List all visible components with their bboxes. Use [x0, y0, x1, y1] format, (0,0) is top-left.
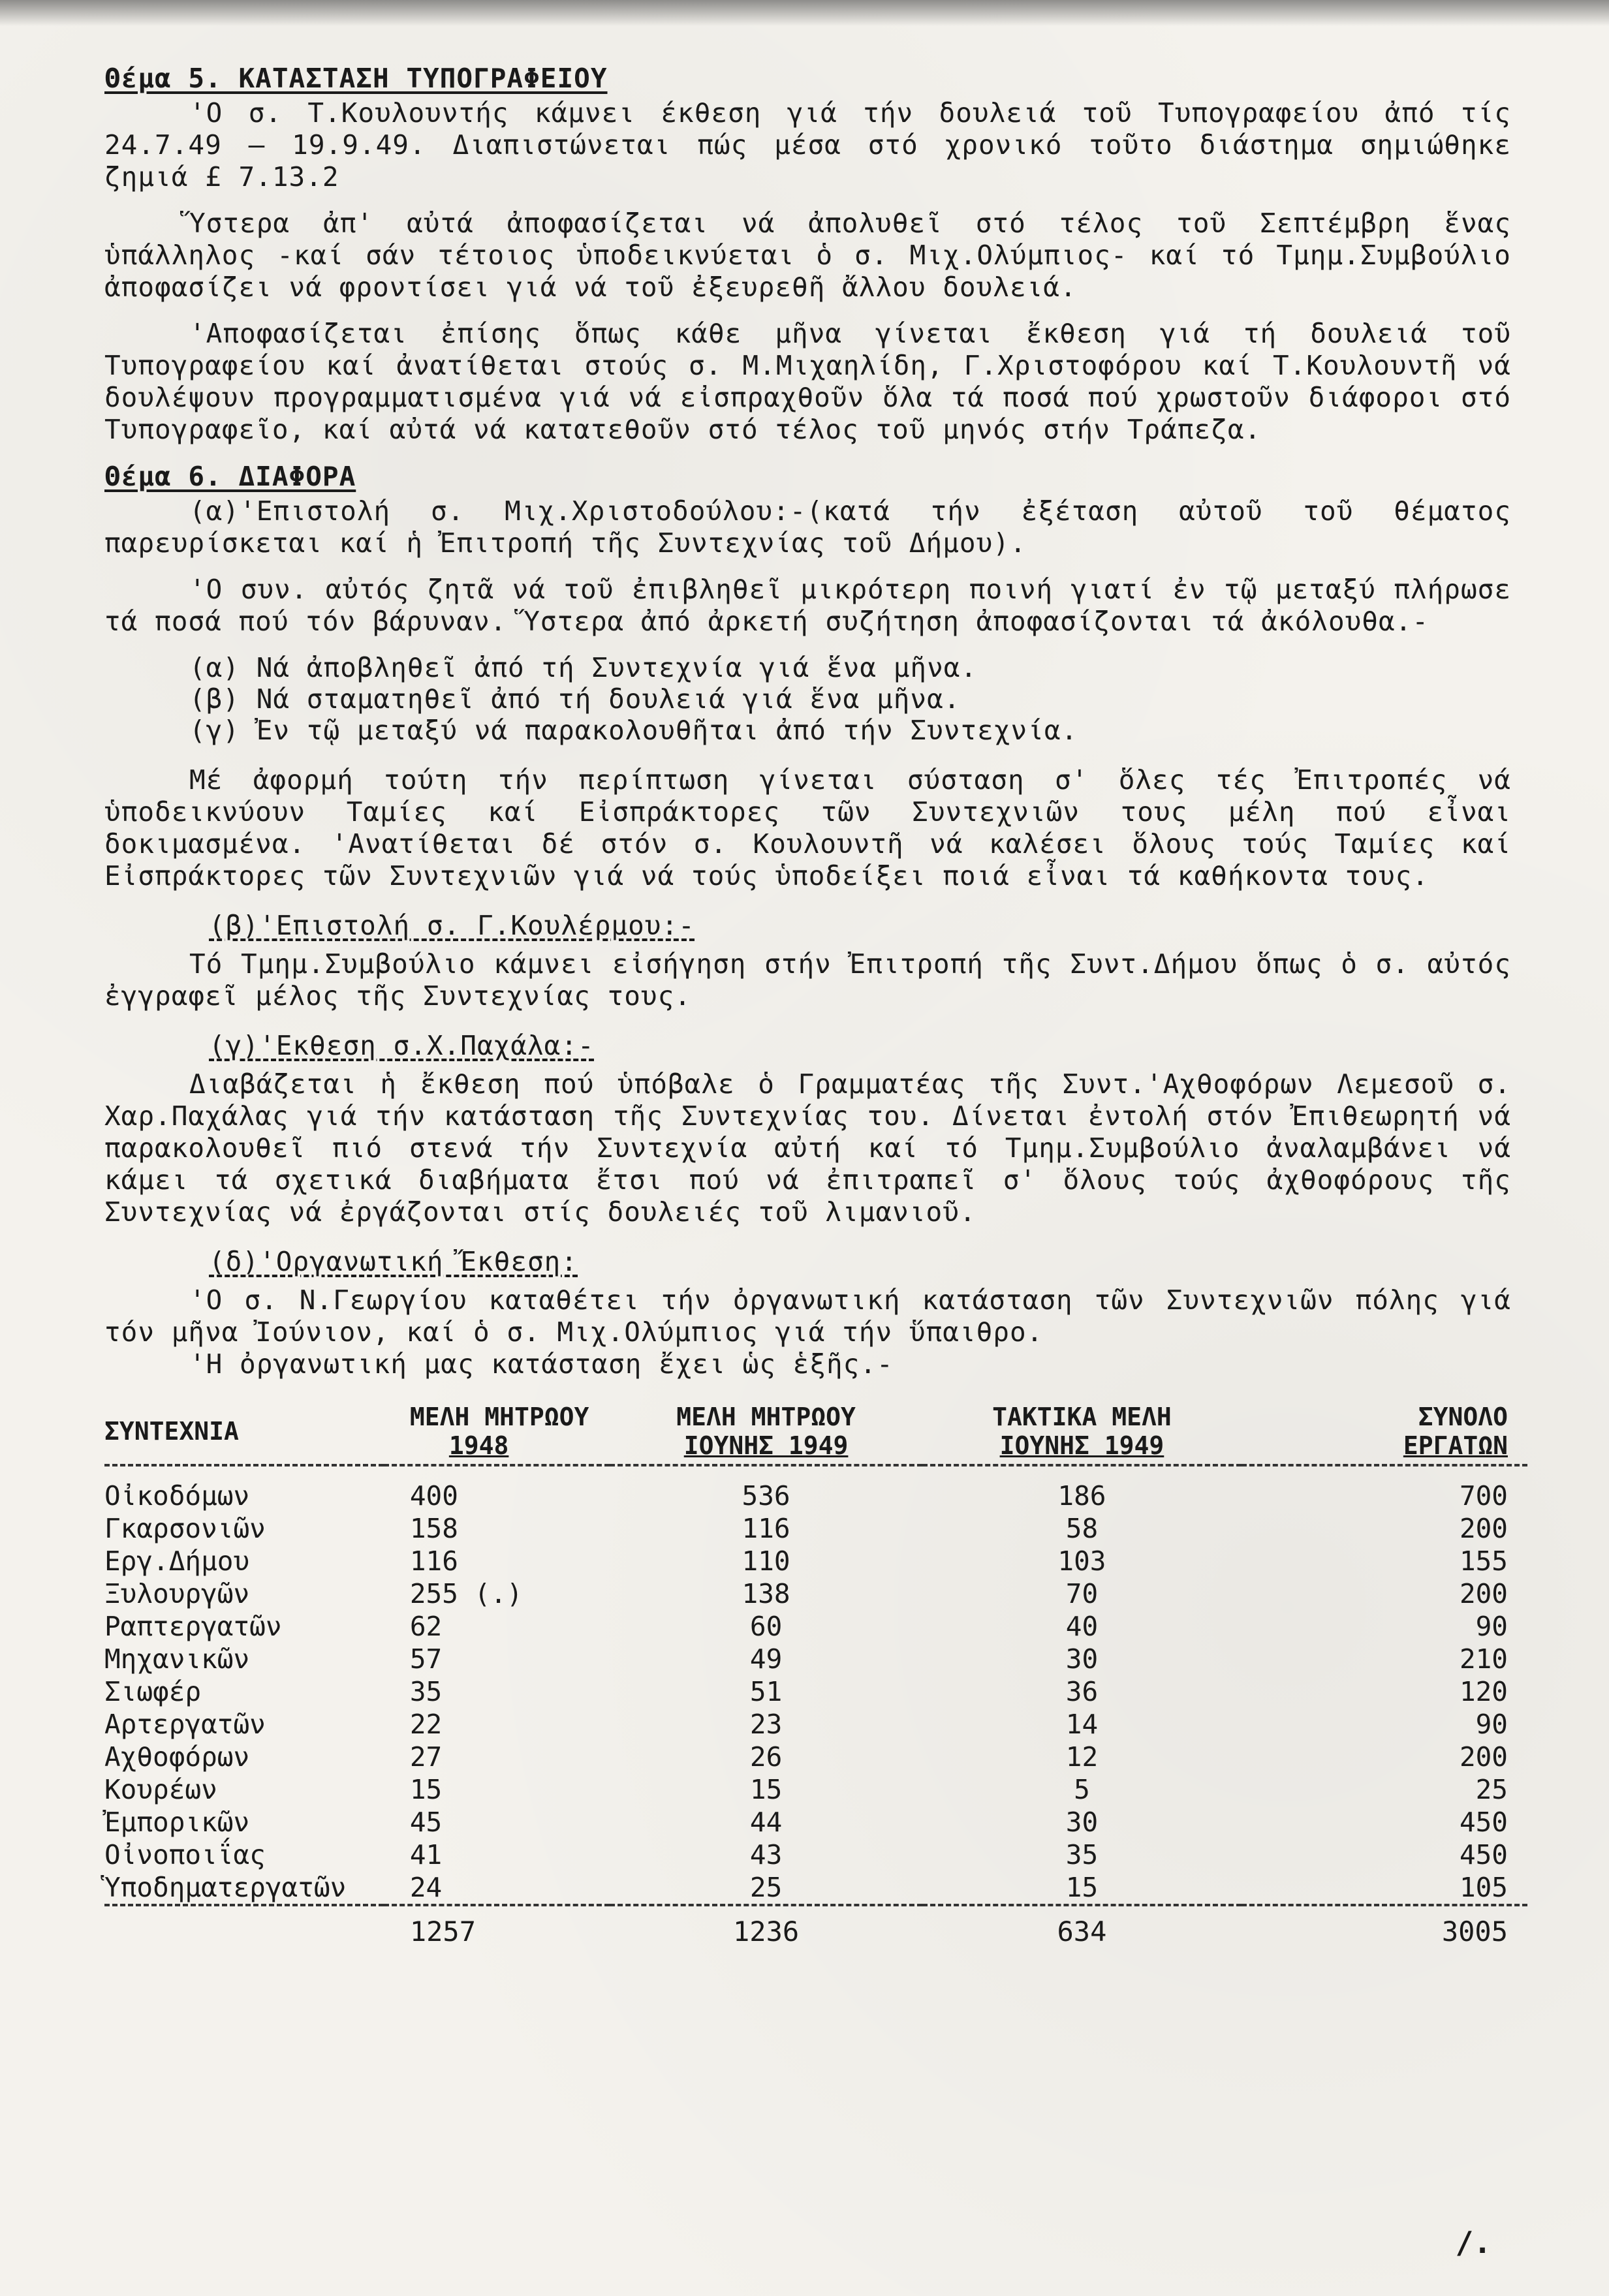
value-cell: 30: [1065, 1807, 1099, 1838]
section-5-paragraph-3: 'Αποφασίζεται ἐπίσης ὅπως κάθε μῆνα γίνεται ἔκθεση γιά τή δουλειά τοῦ Τυπογραφείου καί ἀνατίθεται στούς σ. Μ.Μιχαηλίδη, Γ.Χριστοφόρου καί Τ.Κουλουντῆ νά δουλέψουν προγραμματισμένα γιά νά εἰσπραχθοῦν ὅλα τά ποσά πού χρωστοῦν διάφοροι στό Τυπογραφεῖο, καί αὐτά νά κατατεθοῦν στό τέλος τοῦ μηνός στήν Τράπεζα.: [104, 318, 1511, 445]
item-c-paragraph: Διαβάζεται ἡ ἔκθεση πού ὑπόβαλε ὁ Γραμματέας τῆς Συντ.'Αχθοφόρων Λεμεσοῦ σ. Χαρ.Παχάλας γιά τήν κατάσταση τῆς Συντεχνίας του. Δίνεται ἐντολή στόν Ἐπιθεωρητή νά παρακολουθεῖ πιό στενά τήν Συντεχνία αὐτή καί τό Τμημ.Συμβούλιο ἀναλαμβάνει νά κάμει τά σχετικά διαβήματα ἔτσι πού νά ἐπιτραπεῖ σ' ὅλους τούς ἀχθοφόρους τῆς Συντεχνίας νά ἐργάζονται στίς δουλειές τοῦ λιμανιοῦ.: [104, 1068, 1511, 1228]
table-row: [104, 1806, 1527, 1838]
value-cell: 35: [1065, 1839, 1099, 1870]
table-row: [104, 1643, 1527, 1675]
item-c-title: (γ)'Εκθεση σ.Χ.Παχάλα:-: [209, 1030, 595, 1061]
item-a-paragraph-1: 'Ο συν. αὐτός ζητᾶ νά τοῦ ἐπιβληθεῖ μικρότερη ποινή γιατί ἐν τῷ μεταξύ πλήρωσε τά ποσά πού τόν βάρυναν. Ὕστερα ἀπό ἀρκετή συζήτηση ἀποφασίζονται τά ἀκόλουθα.-: [104, 574, 1511, 637]
value-cell: 27: [409, 1741, 443, 1773]
item-d-title: (δ)'Οργανωτική Ἔκθεση:: [209, 1246, 578, 1277]
value-cell: 51: [749, 1676, 783, 1707]
union-name-cell: Γκαρσονιῶν: [104, 1513, 266, 1544]
value-cell: 200: [1459, 1578, 1508, 1609]
union-name-cell: Μηχανικῶν: [104, 1643, 250, 1675]
value-cell: 30: [1065, 1643, 1099, 1675]
item-d-paragraph-1: 'Ο σ. Ν.Γεωργίου καταθέτει τήν ὀργανωτική κατάσταση τῶν Συντεχνιῶν πόλης γιά τόν μῆνα Ἰούνιον, καί ὁ σ. Μιχ.Ολύμπιος γιά τήν ὕπαιθρο.: [104, 1284, 1511, 1348]
item-a-title: (α)'Επιστολή σ. Μιχ.Χριστοδούλου:-(κατά τήν ἐξέταση αὐτοῦ τοῦ θέματος παρευρίσκεται καί ἡ Ἐπιτροπή τῆς Συντεχνίας τοῦ Δήμου).: [104, 495, 1511, 559]
value-cell: 15: [409, 1774, 443, 1805]
total-cell: 1236: [733, 1916, 800, 1947]
organisation-table: [104, 1403, 1527, 1948]
header-members-1948: ΜΕΛΗ ΜΗΤΡΩΟΥ 1948: [384, 1403, 610, 1465]
value-cell: 49: [749, 1643, 783, 1675]
value-cell: 450: [1459, 1839, 1508, 1870]
value-cell: 155: [1459, 1545, 1508, 1577]
value-cell: 24: [384, 1871, 610, 1905]
value-cell: 22: [409, 1709, 443, 1740]
header-regular-members: ΤΑΚΤΙΚΑ ΜΕΛΗ ΙΟΥΝΗΣ 1949: [922, 1403, 1242, 1465]
total-cell: 1257: [409, 1916, 476, 1947]
value-cell: 116: [409, 1545, 458, 1577]
value-cell: 26: [749, 1741, 783, 1773]
union-name-cell: Ἐμπορικῶν: [104, 1807, 250, 1838]
item-d-paragraph-2: 'Η ὀργανωτική μας κατάσταση ἔχει ὡς ἑξῆς.-: [189, 1348, 894, 1380]
item-a-paragraph-2: Μέ ἀφορμή τούτη τήν περίπτωση γίνεται σύσταση σ' ὅλες τές Ἐπιτροπές νά ὑποδεικνύουν Ταμίες καί Εἰσπράκτορες τῶν Συντεχνιῶν τους μέλη πού εἶναι δοκιμασμένα. 'Ανατίθεται δέ στόν σ. Κουλουντῆ νά καλέσει ὅλους τούς Ταμίες καί Εἰσπράκτορες τῶν Συντεχνιῶν γιά νά τούς ὑποδείξει ποιά εἶναι τά καθήκοντα τους.: [104, 764, 1511, 892]
scan-edge-shadow: [0, 0, 1609, 26]
header-total-workers: ΣΥΝΟΛΟ ΕΡΓΑΤΩΝ: [1242, 1403, 1527, 1465]
value-cell: 44: [749, 1807, 783, 1838]
value-cell: 5: [1074, 1774, 1090, 1805]
value-cell: 210: [1459, 1643, 1508, 1675]
value-cell: 12: [1065, 1741, 1099, 1773]
value-cell: 25: [610, 1871, 922, 1905]
value-cell: 57: [409, 1643, 443, 1675]
table-row: [104, 1871, 1527, 1905]
value-cell: 25: [1475, 1774, 1508, 1805]
value-cell: 90: [1475, 1611, 1508, 1642]
union-name-cell: Σιωφέρ: [104, 1676, 202, 1707]
value-cell: 43: [749, 1839, 783, 1870]
value-cell: 62: [409, 1611, 443, 1642]
value-cell: 138: [742, 1578, 790, 1609]
table-row: [104, 1577, 1527, 1610]
value-cell: 60: [749, 1611, 783, 1642]
union-name-cell: Ραπτεργατῶν: [104, 1611, 282, 1642]
value-cell: 23: [749, 1709, 783, 1740]
value-cell: 200: [1459, 1513, 1508, 1544]
union-name-cell: Αρτεργατῶν: [104, 1709, 266, 1740]
header-union: ΣΥΝΤΕΧΝΙΑ: [104, 1403, 384, 1465]
value-cell: 158: [409, 1513, 458, 1544]
union-name-cell: Αχθοφόρων: [104, 1741, 250, 1773]
value-cell: 35: [409, 1676, 443, 1707]
value-cell: 70: [1065, 1578, 1099, 1609]
value-cell: 14: [1065, 1709, 1099, 1740]
table-row: [104, 1838, 1527, 1871]
value-cell: 400: [409, 1480, 458, 1512]
table-header-row: [104, 1403, 1527, 1465]
table-row: [104, 1675, 1527, 1708]
list-item: (β) Νά σταματηθεῖ ἀπό τή δουλειά γιά ἕνα μῆνα.: [189, 683, 961, 715]
union-name-cell: Κουρέων: [104, 1774, 217, 1805]
union-name-cell: Ὑποδηματεργατῶν: [104, 1871, 384, 1905]
value-cell: 255 (.): [409, 1578, 523, 1609]
section-5-heading: Θέμα 5. ΚΑΤΑΣΤΑΣΗ ΤΥΠΟΓΡΑΦΕΙΟΥ: [104, 63, 608, 94]
value-cell: 15: [749, 1774, 783, 1805]
value-cell: 536: [742, 1480, 790, 1512]
section-6-heading: Θέμα 6. ΔΙΑΦΟΡΑ: [104, 461, 356, 492]
table-row: [104, 1512, 1527, 1545]
value-cell: 116: [742, 1513, 790, 1544]
union-name-cell: Ξυλουργῶν: [104, 1578, 250, 1609]
table-row: [104, 1708, 1527, 1741]
item-a-decisions-list: [104, 652, 1511, 746]
value-cell: 90: [1475, 1709, 1508, 1740]
value-cell: 40: [1065, 1611, 1099, 1642]
continuation-mark: /.: [1455, 2225, 1492, 2260]
value-cell: 15: [922, 1871, 1242, 1905]
total-cell: 634: [1057, 1916, 1107, 1947]
table-row: [104, 1545, 1527, 1577]
union-name-cell: Οἰκοδόμων: [104, 1480, 250, 1512]
section-5-paragraph-2: Ὕστερα ἀπ' αὐτά ἀποφασίζεται νά ἀπολυθεῖ στό τέλος τοῦ Σεπτέμβρη ἕνας ὑπάλληλος -καί σάν τέτοιος ὑποδεικνύεται ὁ σ. Μιχ.Ολύμπιος- καί τό Τμημ.Συμβούλιο ἀποφασίζει νά φροντίσει γιά νά τοῦ ἐξευρεθῆ ἄλλου δουλειά.: [104, 208, 1511, 303]
total-cell: [104, 1905, 384, 1948]
value-cell: 36: [1065, 1676, 1099, 1707]
value-cell: 41: [409, 1839, 443, 1870]
header-members-june-1949: ΜΕΛΗ ΜΗΤΡΩΟΥ ΙΟΥΝΗΣ 1949: [610, 1403, 922, 1465]
value-cell: 120: [1459, 1676, 1508, 1707]
value-cell: 110: [742, 1545, 790, 1577]
total-cell: 3005: [1441, 1916, 1508, 1947]
value-cell: 186: [1057, 1480, 1106, 1512]
section-5-paragraph-1: 'Ο σ. Τ.Κουλουντής κάμνει έκθεση γιά τήν δουλειά τοῦ Τυπογραφείου ἀπό τίς 24.7.49 — 19.9.49. Διαπιστώνεται πώς μέσα στό χρονικό τοῦτο διάστημα σημιώθηκε ζημιά £ 7.13.2: [104, 97, 1511, 193]
value-cell: 700: [1459, 1480, 1508, 1512]
list-item: (α) Νά ἀποβληθεῖ ἀπό τή Συντεχνία γιά ἕνα μῆνα.: [189, 652, 978, 683]
table-row: [104, 1741, 1527, 1773]
item-b-paragraph: Τό Τμημ.Συμβούλιο κάμνει εἰσήγηση στήν Ἐπιτροπή τῆς Συντ.Δήμου ὅπως ὁ σ. αὐτός ἐγγραφεῖ μέλος τῆς Συντεχνίας τους.: [104, 948, 1511, 1012]
value-cell: 200: [1459, 1741, 1508, 1773]
union-name-cell: Εργ.Δήμου: [104, 1545, 250, 1577]
value-cell: 450: [1459, 1807, 1508, 1838]
value-cell: 58: [1065, 1513, 1099, 1544]
value-cell: 103: [1057, 1545, 1106, 1577]
list-item: (γ) Ἐν τῷ μεταξύ νά παρακολουθῆται ἀπό τήν Συντεχνία.: [189, 715, 1078, 746]
table-row: [104, 1773, 1527, 1806]
table-row: [104, 1465, 1527, 1512]
union-name-cell: Οἰνοποιΐας: [104, 1839, 266, 1870]
item-b-title: (β)'Επιστολή σ. Γ.Κουλέρμου:-: [209, 910, 695, 941]
value-cell: 105: [1242, 1871, 1527, 1905]
table-total-row: [104, 1905, 1527, 1948]
value-cell: 45: [409, 1807, 443, 1838]
table-row: [104, 1610, 1527, 1643]
